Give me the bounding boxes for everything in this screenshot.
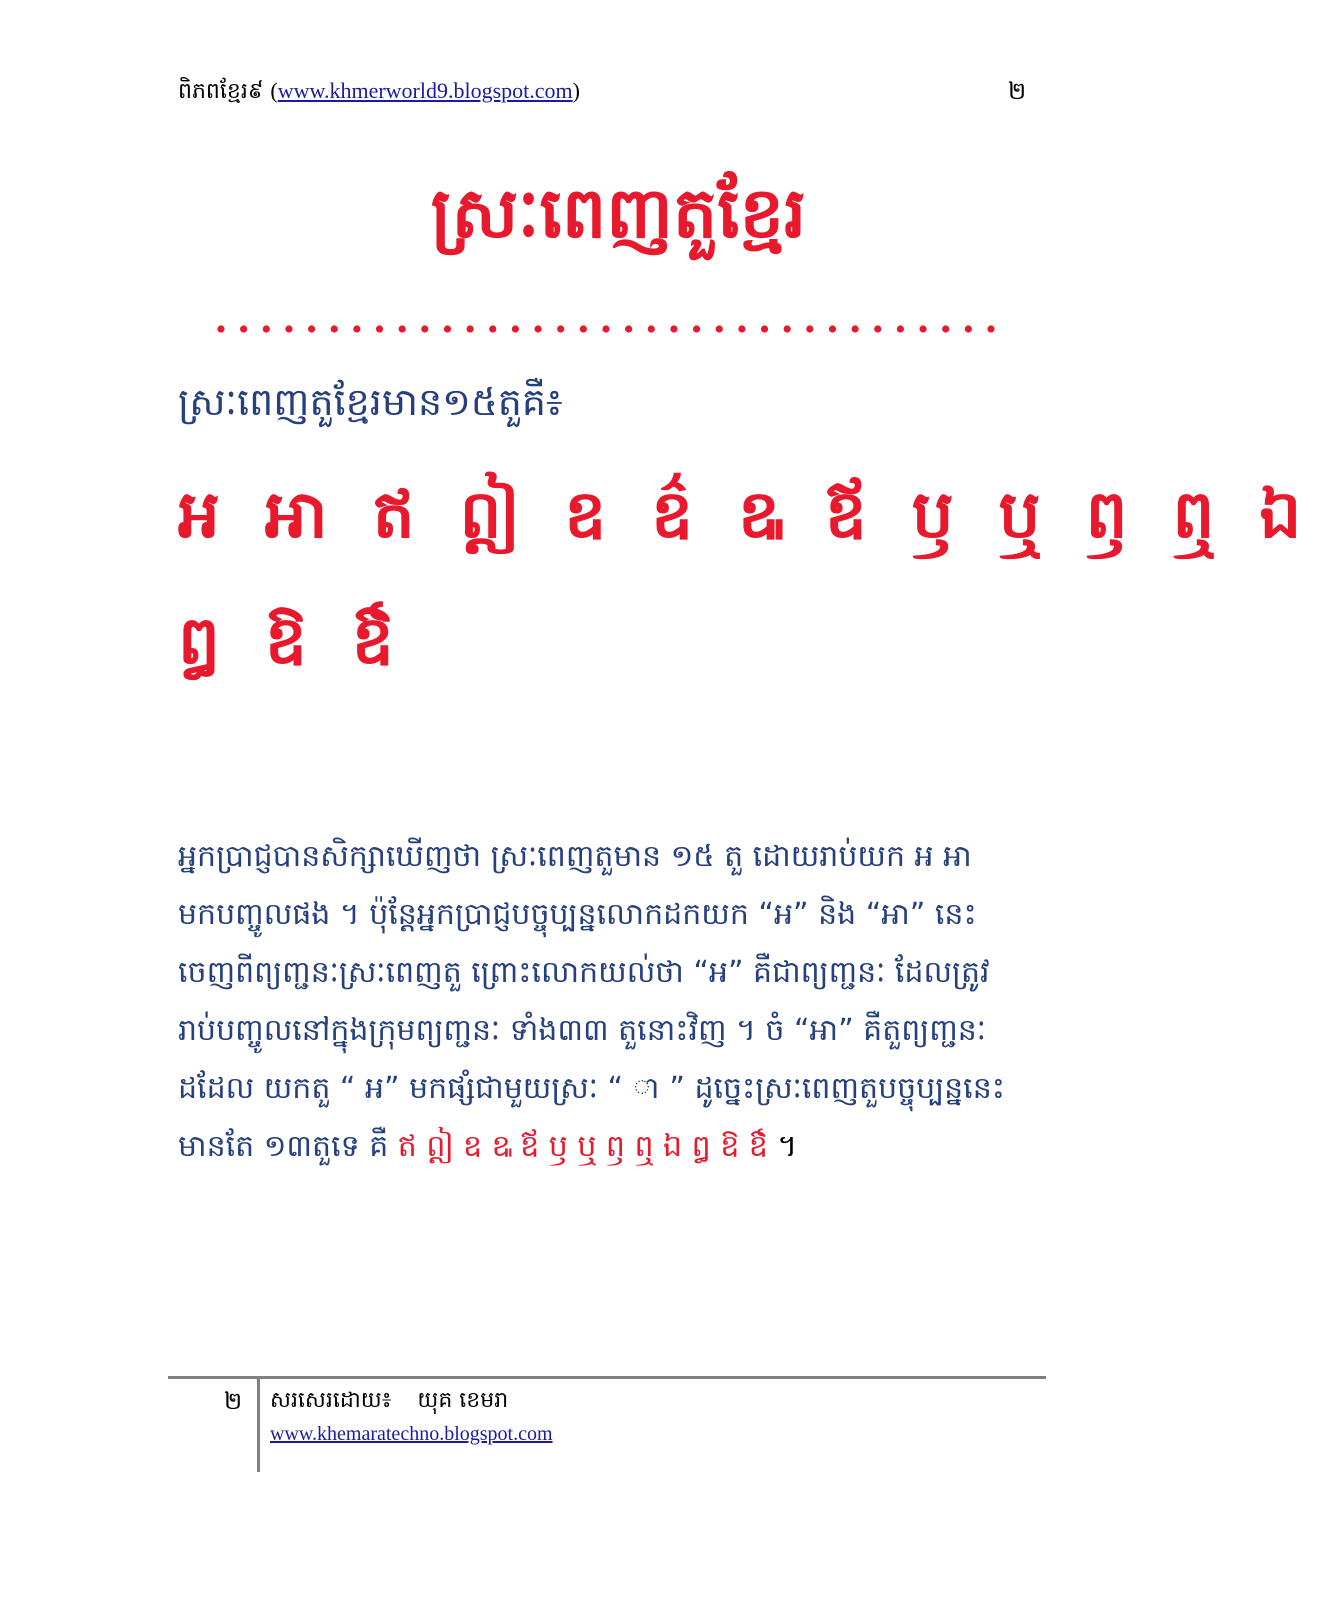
sentence-end-mark: ។ — [777, 1129, 798, 1164]
open-paren: ( — [270, 78, 278, 103]
page-title: ស្រៈពេញតួខ្មែរ — [430, 172, 807, 254]
divider-dot — [965, 325, 972, 332]
body-line-prefix: មានតែ ១៣តួទេ គឺ — [178, 1129, 389, 1164]
divider-dot — [874, 325, 881, 332]
written-by-label: សរសេរដោយ៖ — [270, 1388, 392, 1413]
divider-dot — [897, 325, 904, 332]
section-heading: ស្រៈពេញតួខ្មែរមាន១៥តួគឺ៖ — [178, 380, 563, 424]
divider-dot — [534, 325, 541, 332]
body-line: មកបញ្ចូលផង ។ ប៉ុន្តែអ្នកប្រាជ្ញបច្ចុប្បន្នលោកដកយក “អ” និង “អា” នេះ — [178, 897, 977, 932]
divider-dot — [670, 325, 677, 332]
divider-dot — [761, 325, 768, 332]
divider-dot — [399, 325, 406, 332]
body-line-last — [178, 1118, 1038, 1176]
blog-name: ពិភពខ្មែរ៩ — [178, 79, 264, 104]
divider-dot — [285, 325, 292, 332]
vowel: ឦ — [459, 476, 520, 553]
vowel: ឩ — [738, 476, 780, 553]
vowel: អ — [178, 476, 220, 553]
footer-vertical-divider — [257, 1378, 260, 1472]
vowel: ឭ — [1085, 476, 1128, 553]
page-header — [178, 74, 580, 109]
divider-dot — [648, 325, 655, 332]
vowel-list-row-2 — [178, 596, 416, 686]
divider-dot — [625, 325, 632, 332]
vowel: ឫ — [911, 476, 954, 553]
vowel: ឱ — [264, 602, 307, 679]
vowel-list-row-1 — [178, 470, 1323, 560]
divider-dot — [217, 325, 224, 332]
divider-dot — [784, 325, 791, 332]
body-line: អ្នកប្រាជ្ញបានសិក្សាឃើញថា ស្រៈពេញតួមាន ១៥ តួ ដោយរាប់យក អ អា — [178, 839, 972, 874]
divider-dot — [421, 325, 428, 332]
vowel: ឯ — [1259, 476, 1302, 553]
divider-dot — [852, 325, 859, 332]
divider-dot — [806, 325, 813, 332]
vowel: ឧ៌ — [651, 476, 694, 553]
divider-dot — [444, 325, 451, 332]
header-page-number: ២ — [1008, 77, 1027, 105]
vowel: ឪ — [824, 476, 867, 553]
highlighted-vowels: ឥ ឦ ឧ ឩ ឪ ឫ ឬ ឭ ឮ ឯ ឰ ឱ ឳ — [397, 1129, 768, 1164]
vowel: អា — [264, 476, 328, 553]
divider-dot — [580, 325, 587, 332]
vowel: ឰ — [178, 602, 220, 679]
author-name: យុគ ខេមរា — [417, 1388, 509, 1413]
divider-dot — [353, 325, 360, 332]
divider-dot — [240, 325, 247, 332]
footer-page-number: ២ — [224, 1387, 243, 1415]
divider-dot — [512, 325, 519, 332]
body-line: ដដែល យកតួ “ អ” មកផ្សំជាមួយស្រៈ “ ា ” ដូច្នេះស្រៈពេញតួបច្ចុប្បន្ននេះ — [178, 1071, 1005, 1106]
vowel: ឧ — [564, 476, 607, 553]
divider-dot — [987, 325, 994, 332]
divider-dot — [489, 325, 496, 332]
vowel: ឮ — [1172, 476, 1215, 553]
body-line: រាប់បញ្ចូលនៅក្នុងក្រុមព្យញ្ជនៈ ទាំង៣៣ តួនោះវិញ ។ ចំ “អា” គឺតួព្យញ្ជនៈ — [178, 1013, 986, 1048]
body-line: ចេញពីព្យញ្ជនៈស្រៈពេញតួ ព្រោះលោកយល់ថា “អ” គឺជាព្យញ្ជនៈ ដែលត្រូវ — [178, 955, 990, 990]
vowel: ឥ — [372, 476, 415, 553]
footer-divider — [168, 1376, 1046, 1379]
divider-dot — [467, 325, 474, 332]
vowel: ឬ — [998, 476, 1041, 553]
divider-dot — [376, 325, 383, 332]
vowel: ឳ — [351, 602, 394, 679]
divider-dot — [308, 325, 315, 332]
divider-dot — [942, 325, 949, 332]
dotted-divider — [216, 318, 996, 340]
divider-dot — [716, 325, 723, 332]
divider-dot — [738, 325, 745, 332]
blog-link[interactable]: www.khmerworld9.blogspot.com — [277, 78, 573, 103]
divider-dot — [602, 325, 609, 332]
close-paren: ) — [572, 78, 580, 103]
divider-dot — [263, 325, 270, 332]
footer-link[interactable]: www.khemaratechno.blogspot.com — [270, 1423, 553, 1445]
page-footer — [270, 1384, 553, 1450]
divider-dot — [693, 325, 700, 332]
divider-dot — [919, 325, 926, 332]
divider-dot — [829, 325, 836, 332]
divider-dot — [557, 325, 564, 332]
body-paragraph — [178, 828, 1038, 1176]
divider-dot — [331, 325, 338, 332]
